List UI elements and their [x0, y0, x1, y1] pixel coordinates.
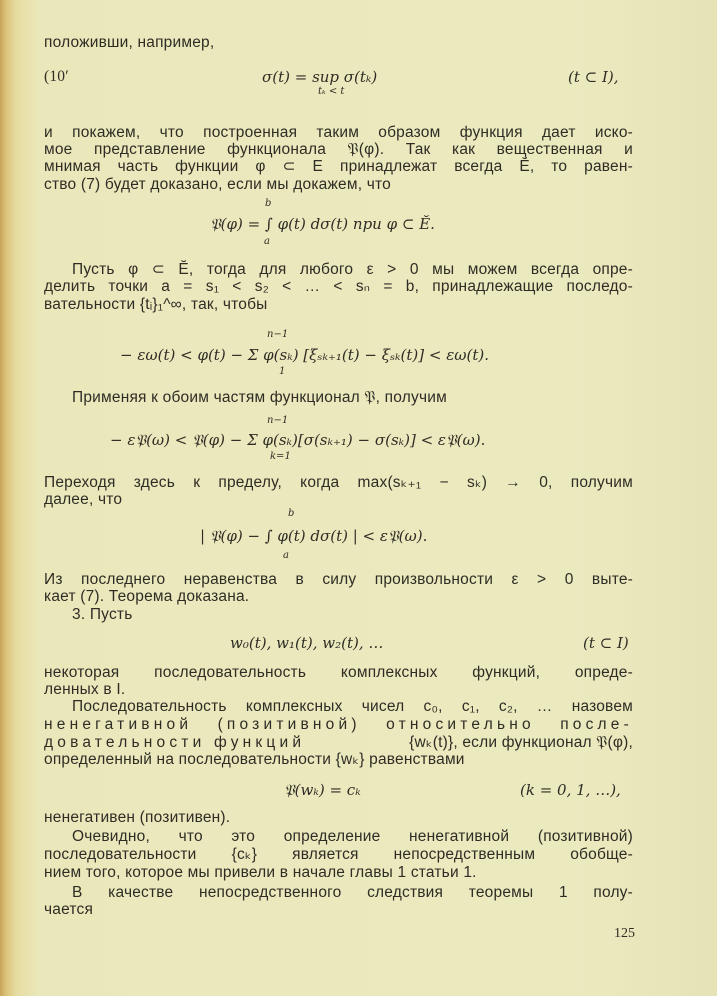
- equation-sub: tₖ < t: [318, 86, 345, 97]
- text-line: определенный на последовательности {wₖ} равенствами: [44, 751, 465, 768]
- text-line: положивши, например,: [44, 34, 215, 51]
- text-line: ненегативен (позитивен).: [44, 809, 231, 826]
- text-line: некоторая последовательность комплексных функций, опреде-: [44, 664, 633, 681]
- integral-upper: b: [265, 198, 272, 209]
- text-line: Применяя к обоим частям функционал 𝔓, получим: [72, 389, 447, 406]
- text-line: мнимая часть функции φ ⊂ E принадлежат всегда Ĕ, то равен-: [44, 158, 633, 175]
- text-line: Последовательность комплексных чисел c₀, c₁, c₂, … назовем: [72, 698, 633, 715]
- integral-lower: a: [264, 236, 270, 247]
- integral-lower: a: [283, 550, 289, 561]
- equation-10: σ(t) = sup σ(tₖ): [262, 68, 378, 86]
- equation-integral: 𝔓(φ) = ∫ φ(t) dσ(t) при φ ⊂ Ĕ.: [210, 215, 435, 233]
- text-line: последовательности {cₖ} является непосредственным обобще-: [44, 846, 633, 863]
- equation-functional: − ε𝔓(ω) < 𝔓(φ) − Σ φ(sₖ)[σ(sₖ₊₁) − σ(sₖ)] < ε𝔓(ω).: [110, 431, 486, 449]
- text-line: вательности {tᵢ}₁^∞, так, чтобы: [44, 296, 268, 313]
- sum-upper: n−1: [267, 415, 289, 426]
- text-line: Переходя здесь к пределу, когда max(sₖ₊₁ − sₖ) → 0, получим: [44, 474, 633, 491]
- equation-inequality: − εω(t) < φ(t) − Σ φ(sₖ) [ξₛₖ₊₁(t) − ξₛₖ(t)] < εω(t).: [120, 346, 489, 364]
- text-line: В качестве непосредственного следствия теоремы 1 полу-: [72, 884, 633, 901]
- sum-lower: k=1: [270, 451, 291, 462]
- text-line: чается: [44, 901, 94, 918]
- text-line: [44, 734, 633, 752]
- equation-label: (10′: [44, 68, 69, 85]
- sum-lower: 1: [279, 366, 286, 377]
- equation-limit: | 𝔓(φ) − ∫ φ(t) dσ(t) | < ε𝔓(ω).: [200, 527, 428, 545]
- text-line: нием того, которое мы привели в начале главы 1 статьи 1.: [44, 864, 477, 881]
- equation-sequence: w₀(t), w₁(t), w₂(t), …: [230, 634, 384, 652]
- text-line: ленных в I.: [44, 681, 126, 698]
- sum-upper: n−1: [267, 329, 289, 340]
- text-line: мое представление функционала 𝔓(φ). Так как вещественная и: [44, 141, 633, 158]
- equation-condition: (t ⊂ I),: [568, 68, 619, 86]
- section-heading: 3. Пусть: [72, 606, 133, 623]
- text-line: и покажем, что построенная таким образом функция дает иско-: [44, 124, 633, 141]
- text-line: делить точки a = s₁ < s₂ < … < sₙ = b, принадлежащие последо-: [44, 278, 633, 295]
- equation-condition: (t ⊂ I): [583, 634, 629, 652]
- page-number: 125: [614, 926, 635, 941]
- text-line: Пусть φ ⊂ Ĕ, тогда для любого ε > 0 мы можем всегда опре-: [72, 261, 633, 278]
- text-line: Очевидно, что это определение ненегативной (позитивной): [72, 828, 633, 845]
- text-line: ство (7) будет доказано, если мы докажем, что: [44, 176, 391, 193]
- integral-upper: b: [288, 508, 295, 519]
- spaced-term: довательности функций: [44, 734, 306, 751]
- equation-condition: (k = 0, 1, …),: [520, 781, 621, 799]
- text-fragment: {wₖ(t)}, если функционал 𝔓(φ),: [409, 734, 633, 751]
- text-line: Из последнего неравенства в силу произвольности ε > 0 выте-: [44, 571, 633, 588]
- text-line: кает (7). Теорема доказана.: [44, 588, 250, 605]
- equation-definition: 𝔓(wₖ) = cₖ: [284, 781, 361, 799]
- text-line: далее, что: [44, 491, 123, 508]
- text-line-spaced: ненегативной (позитивной) относительно после-: [44, 716, 633, 733]
